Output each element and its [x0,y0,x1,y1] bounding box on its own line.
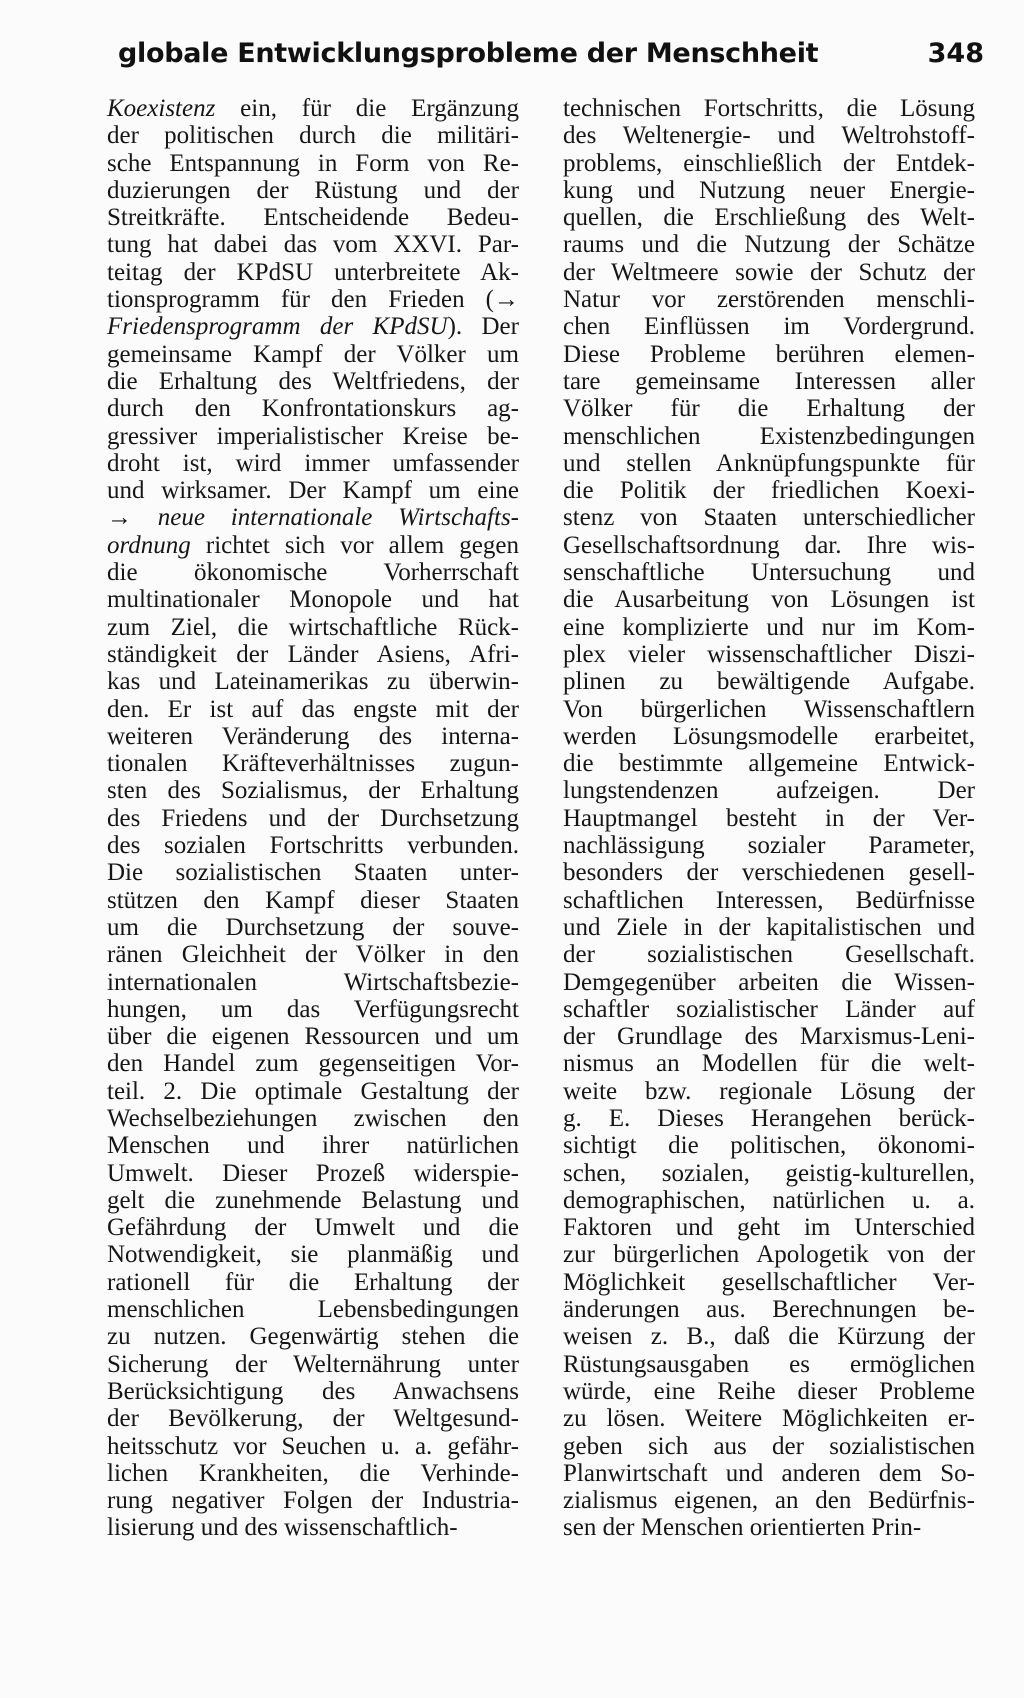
text-line [563,122,975,149]
text-line [563,641,975,668]
text-line [563,395,975,422]
running-head-title: globale Entwicklungsprobleme der Menschheit [118,38,819,69]
text-line [107,150,519,177]
text-line [563,231,975,258]
text-line [107,231,519,258]
text-line [107,313,519,340]
text-line [563,1050,975,1077]
text-line [107,1132,519,1159]
text-line [563,1269,975,1296]
text-line [107,1241,519,1268]
text-span: geben sich aus der sozialistischen [563,1432,975,1460]
text-span: sichtigt die politischen, ökonomi- [563,1132,975,1160]
text-line [107,1433,519,1460]
text-span: kung und Nutzung neuer Energie- [563,176,975,204]
text-line [107,1296,519,1323]
text-line [107,668,519,695]
text-line [107,1160,519,1187]
text-span: werden Lösungsmodelle erarbeitet, [563,722,975,750]
text-line [107,259,519,286]
text-span: chen Einflüssen im Vordergrund. [563,313,975,341]
text-span: schaftler sozialistischer Länder auf [563,995,975,1023]
text-span: zu nutzen. Gegenwärtig stehen die [107,1323,519,1351]
text-line [107,286,519,313]
left-text-column [107,95,519,1542]
text-line [107,614,519,641]
text-span: eine komplizierte und nur im Kom- [563,613,975,641]
text-line [107,368,519,395]
text-span: die bestimmte allgemeine Entwick- [563,750,975,778]
text-span: menschlichen Existenzbedingungen [563,422,975,450]
text-span: nachlässigung sozialer Parameter, [563,832,975,860]
text-span: sten des Sozialismus, der Erhaltung [107,777,519,805]
text-span: Die sozialistischen Staaten unter- [107,859,519,887]
text-line [107,750,519,777]
text-span: schen, sozialen, geistig-kulturellen, [563,1159,975,1187]
text-span: Gefährdung der Umwelt und die [107,1214,519,1242]
text-line [107,1105,519,1132]
text-line [563,150,975,177]
text-line [563,204,975,231]
text-span: die ökonomische Vorherrschaft [107,559,519,587]
text-span: die Ausarbeitung von Lösungen ist [563,586,975,614]
text-span: die Politik der friedlichen Koexi- [563,477,975,505]
text-span: technischen Fortschritts, die Lösung [563,95,975,122]
text-span: Faktoren und geht im Unterschied [563,1214,975,1242]
text-span: hungen, um das Verfügungsrecht [107,995,519,1023]
text-line [563,1214,975,1241]
text-line [563,504,975,531]
text-span: tionsprogramm für den Frieden (→ [107,286,519,314]
text-line [107,1487,519,1514]
text-line [563,941,975,968]
text-span: tung hat dabei das vom XXVI. Par- [107,231,519,259]
text-line [107,450,519,477]
text-line [107,1214,519,1241]
text-span: und Ziele in der kapitalistischen und [563,913,975,941]
text-span: droht ist, wird immer umfassender [107,449,519,477]
text-line [107,1187,519,1214]
text-span: die Erhaltung des Weltfriedens, der [107,367,519,395]
italic-term: neue internationale Wirtschafts- [157,504,520,532]
text-span: plinen zu bewältigende Aufgabe. [563,668,975,696]
text-span: durch den Konfrontationskurs ag- [107,395,519,423]
text-span: multinationaler Monopole und hat [107,586,519,614]
text-line [563,1378,975,1405]
text-span: nismus an Modellen für die welt- [563,1050,975,1078]
text-span: weisen z. B., daß die Kürzung der [563,1323,975,1351]
text-span: der politischen durch die militäri- [107,122,519,150]
text-span: lungstendenzen aufzeigen. Der [563,777,975,805]
text-line [563,969,975,996]
text-line [563,1187,975,1214]
text-line [563,1487,975,1514]
text-span: Diese Probleme berühren elemen- [563,340,975,368]
text-line [563,887,975,914]
text-line [107,395,519,422]
text-line [107,504,519,531]
text-line [563,1514,975,1541]
text-line [563,914,975,941]
text-line [107,586,519,613]
text-span: g. E. Dieses Herangehen berück- [563,1104,975,1132]
text-line [107,969,519,996]
text-line [563,477,975,504]
text-span: demographischen, natürlichen u. a. [563,1186,975,1214]
text-span: quellen, die Erschließung des Welt- [563,204,975,232]
text-span: Völker für die Erhaltung der [563,395,975,423]
text-span: gressiver imperialistischer Kreise be- [107,422,519,450]
text-span: zialismus eigenen, an den Bedürfnis- [563,1487,975,1515]
text-line [563,1132,975,1159]
text-span: Möglichkeit gesellschaftlicher Ver- [563,1268,975,1296]
text-line [563,368,975,395]
text-line [563,614,975,641]
text-line [563,696,975,723]
text-span: Berücksichtigung des Anwachsens [107,1377,519,1405]
text-line [563,1160,975,1187]
text-line [563,668,975,695]
page-number: 348 [927,38,984,69]
text-line [107,177,519,204]
text-line [563,423,975,450]
text-span: Streitkräfte. Entscheidende Bedeu- [107,204,519,232]
text-line [563,859,975,886]
text-span: heitsschutz vor Seuchen u. a. gefähr- [107,1432,519,1460]
text-line [563,1105,975,1132]
text-line [107,914,519,941]
text-span: stenz von Staaten unterschiedlicher [563,504,975,532]
text-line [107,777,519,804]
text-line [107,696,519,723]
text-span: kas und Lateinamerikas zu überwin- [107,668,519,696]
text-span: weite bzw. regionale Lösung der [563,1077,975,1105]
text-line [563,1296,975,1323]
text-span: besonders der verschiedenen gesell- [563,859,975,887]
text-line [563,532,975,559]
text-line [563,996,975,1023]
text-line [107,1023,519,1050]
text-span: und stellen Anknüpfungspunkte für [563,449,975,477]
text-span: weiteren Veränderung des interna- [107,722,519,750]
text-span: ). Der [447,313,519,341]
text-line [563,723,975,750]
text-span: der Weltmeere sowie der Schutz der [563,258,975,286]
text-span: Planwirtschaft und anderen dem So- [563,1459,975,1487]
text-line [563,777,975,804]
text-span: Sicherung der Welternährung unter [107,1350,519,1378]
text-span: des sozialen Fortschritts verbunden. [107,832,519,860]
text-line [563,177,975,204]
text-line [563,586,975,613]
text-line [563,1241,975,1268]
text-span: Natur vor zerstörenden menschli- [563,286,975,314]
text-line [563,313,975,340]
text-span: → [107,504,158,532]
text-span: plex vieler wissenschaftlicher Diszi- [563,640,975,668]
text-line [563,341,975,368]
text-line [107,941,519,968]
text-span: ränen Gleichheit der Völker in den [107,941,519,969]
italic-term: ordnung [107,531,191,559]
text-line [563,95,975,122]
text-line [107,341,519,368]
text-span: zum Ziel, die wirtschaftliche Rück- [107,613,519,641]
text-line [107,532,519,559]
text-span: den Handel zum gegenseitigen Vor- [107,1050,519,1078]
text-span: rationell für die Erhaltung der [107,1268,519,1296]
text-span: Demgegenüber arbeiten die Wissen- [563,968,975,996]
text-line [107,832,519,859]
text-span: rung negativer Folgen der Industria- [107,1487,519,1515]
text-line [107,1351,519,1378]
text-span: sche Entspannung in Form von Re- [107,149,519,177]
text-span: stützen den Kampf dieser Staaten [107,886,519,914]
text-span: Wechselbeziehungen zwischen den [107,1104,519,1132]
text-span: zur bürgerlichen Apologetik von der [563,1241,975,1269]
text-span: lichen Krankheiten, die Verhinde- [107,1459,519,1487]
text-line [107,204,519,231]
text-line [563,259,975,286]
text-span: zu lösen. Weitere Möglichkeiten er- [563,1405,975,1433]
text-span: lisierung und des wissenschaftlich- [107,1514,458,1542]
text-line [107,1514,519,1541]
text-span: würde, eine Reihe dieser Probleme [563,1377,975,1405]
text-span: Gesellschaftsordnung dar. Ihre wis- [563,531,975,559]
text-span: sen der Menschen orientierten Prin- [563,1514,922,1542]
text-span: den. Er ist auf das engste mit der [107,695,519,723]
text-line [107,641,519,668]
text-line [563,450,975,477]
text-line [563,1433,975,1460]
text-span: des Friedens und der Durchsetzung [107,804,519,832]
text-span: der Grundlage des Marxismus-Leni- [563,1023,975,1051]
text-line [107,723,519,750]
text-line [107,996,519,1023]
text-span: änderungen aus. Berechnungen be- [563,1296,975,1324]
italic-term: Friedensprogramm der KPdSU [107,313,448,341]
text-line [563,1460,975,1487]
text-span: über die eigenen Ressourcen und um [107,1023,519,1051]
text-span: ständigkeit der Länder Asiens, Afri- [107,640,519,668]
text-span: um die Durchsetzung der souve- [107,913,519,941]
text-line [107,805,519,832]
text-span: Von bürgerlichen Wissenschaftlern [563,695,975,723]
text-span: der sozialistischen Gesellschaft. [563,941,975,969]
text-line [563,1405,975,1432]
text-line [107,95,519,122]
text-line [107,859,519,886]
text-span: gemeinsame Kampf der Völker um [107,340,519,368]
text-span: schaftlichen Interessen, Bedürfnisse [563,886,975,914]
text-line [107,887,519,914]
text-line [107,1269,519,1296]
text-span: Menschen und ihrer natürlichen [107,1132,519,1160]
text-span: der Bevölkerung, der Weltgesund- [107,1405,519,1433]
text-span: gelt die zunehmende Belastung und [107,1186,519,1214]
text-line [563,1351,975,1378]
text-line [563,832,975,859]
text-span: problems, einschließlich der Entdek- [563,149,975,177]
text-line [563,750,975,777]
text-line [563,286,975,313]
text-line [107,1078,519,1105]
text-span: duzierungen der Rüstung und der [107,176,519,204]
text-line [107,559,519,586]
text-span: raums und die Nutzung der Schätze [563,231,975,259]
text-line [563,1023,975,1050]
text-span: Notwendigkeit, sie planmäßig und [107,1241,519,1269]
text-span: internationalen Wirtschaftsbezie- [107,968,519,996]
text-span: ein, für die Ergänzung [215,95,519,122]
text-line [107,1050,519,1077]
text-span: senschaftliche Untersuchung und [563,559,975,587]
text-span: und wirksamer. Der Kampf um eine [107,477,519,505]
text-line [107,1323,519,1350]
text-span: teil. 2. Die optimale Gestaltung der [107,1077,519,1105]
text-span: Rüstungsausgaben es ermöglichen [563,1350,975,1378]
text-line [107,477,519,504]
italic-term: Koexistenz [107,95,216,122]
text-line [563,1078,975,1105]
text-span: tionalen Kräfteverhältnisses zugun- [107,750,519,778]
text-span: des Weltenergie- und Weltrohstoff- [563,122,975,150]
text-line [107,122,519,149]
text-line [563,559,975,586]
text-line [563,805,975,832]
text-span: tare gemeinsame Interessen aller [563,367,975,395]
text-line [107,423,519,450]
text-span: Hauptmangel besteht in der Ver- [563,804,975,832]
text-line [107,1378,519,1405]
text-span: menschlichen Lebensbedingungen [107,1296,519,1324]
page-header [118,38,984,78]
right-text-column [563,95,975,1542]
text-span: richtet sich vor allem gegen [190,531,519,559]
text-span: teitag der KPdSU unterbreitete Ak- [107,258,519,286]
text-line [107,1460,519,1487]
text-span: Umwelt. Dieser Prozeß widerspie- [107,1159,519,1187]
text-line [563,1323,975,1350]
text-line [107,1405,519,1432]
